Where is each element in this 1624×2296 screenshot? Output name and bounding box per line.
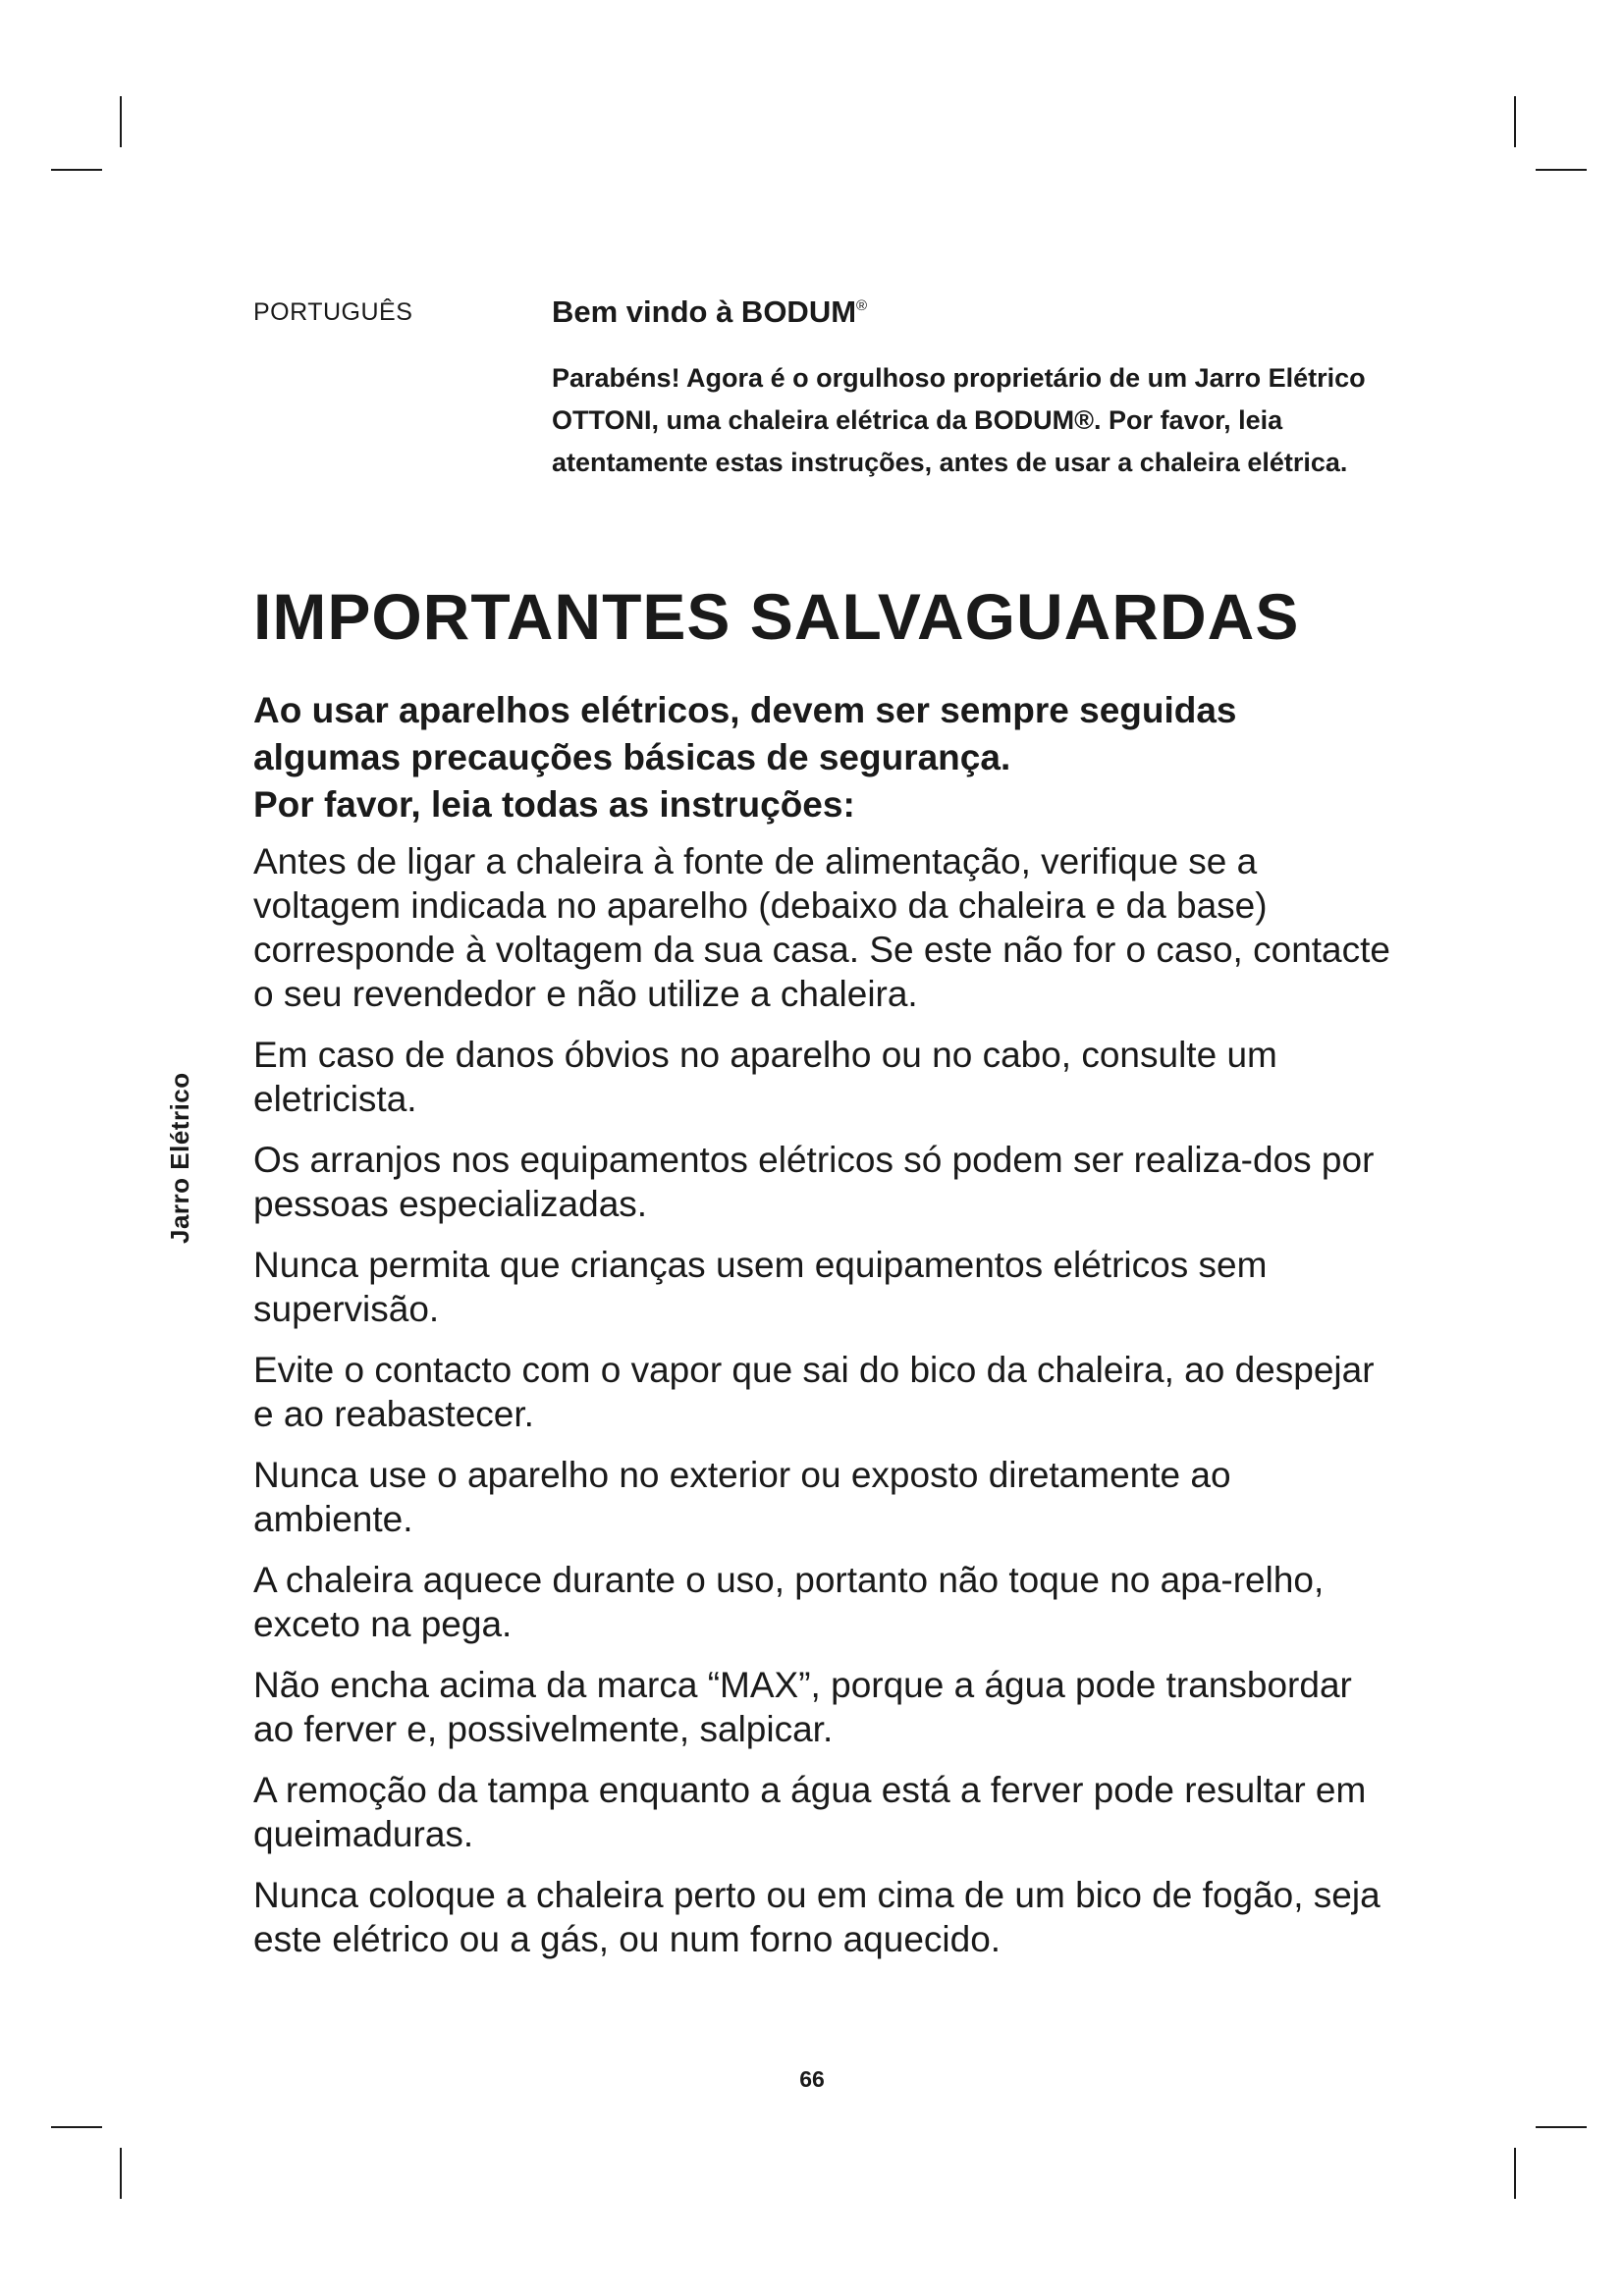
subheading-line-2: Por favor, leia todas as instruções: <box>253 784 855 825</box>
side-section-label: Jarro Elétrico <box>165 1072 194 1244</box>
registered-mark: ® <box>856 297 868 314</box>
page-title: IMPORTANTES SALVAGUARDAS <box>253 580 1300 653</box>
safety-subheading <box>253 687 1382 828</box>
page-number: 66 <box>799 2066 825 2092</box>
instruction-paragraph: Nunca use o aparelho no exterior ou exposto diretamente ao ambiente. <box>253 1455 1231 1539</box>
instruction-paragraph: Evite o contacto com o vapor que sai do bico da chaleira, ao despejar e ao reabastecer. <box>253 1350 1375 1434</box>
instruction-paragraph: Nunca permita que crianças usem equipamentos elétricos sem supervisão. <box>253 1245 1268 1329</box>
crop-mark-top-right-vertical <box>1514 96 1516 147</box>
welcome-title <box>552 294 867 330</box>
subheading-line-1: Ao usar aparelhos elétricos, devem ser sempre seguidas algumas precauções básicas de segurança. <box>253 690 1237 777</box>
instruction-paragraph: A chaleira aquece durante o uso, portanto não toque no apa-relho, exceto na pega. <box>253 1560 1325 1644</box>
instruction-paragraph: Em caso de danos óbvios no aparelho ou no cabo, consulte um eletricista. <box>253 1035 1277 1119</box>
language-label: PORTUGUÊS <box>253 298 413 326</box>
instruction-paragraph: Nunca coloque a chaleira perto ou em cima de um bico de fogão, seja este elétrico ou a gás, ou num forno aquecido. <box>253 1875 1380 1959</box>
crop-mark-top-left-vertical <box>120 96 122 147</box>
crop-mark-bottom-right-vertical <box>1514 2148 1516 2199</box>
instruction-paragraph: Os arranjos nos equipamentos elétricos só podem ser realiza-dos por pessoas especializadas. <box>253 1140 1375 1224</box>
instruction-paragraph: A remoção da tampa enquanto a água está a ferver pode resultar em queimaduras. <box>253 1770 1367 1854</box>
crop-mark-top-right-horizontal <box>1536 169 1587 171</box>
crop-mark-bottom-right-horizontal <box>1536 2126 1587 2128</box>
crop-mark-top-left-horizontal <box>51 169 102 171</box>
welcome-title-text: Bem vindo à BODUM <box>552 294 857 329</box>
crop-mark-bottom-left-vertical <box>120 2148 122 2199</box>
crop-mark-bottom-left-horizontal <box>51 2126 102 2128</box>
instruction-paragraph: Não encha acima da marca “MAX”, porque a água pode transbordar ao ferver e, possivelmente, salpicar. <box>253 1665 1352 1749</box>
welcome-intro: Parabéns! Agora é o orgulhoso proprietário de um Jarro Elétrico OTTONI, uma chaleira elétrica da BODUM®. Por favor, leia atentamente estas instruções, antes de usar a chaleira elétrica. <box>552 363 1366 477</box>
instruction-paragraph: Antes de ligar a chaleira à fonte de alimentação, verifique se a voltagem indicada no aparelho (debaixo da chaleira e da base) corresponde à voltagem da sua casa. Se este não for o caso, contacte o seu revendedor e não utilize a chaleira. <box>253 841 1390 1014</box>
instructions-list <box>253 839 1392 1978</box>
